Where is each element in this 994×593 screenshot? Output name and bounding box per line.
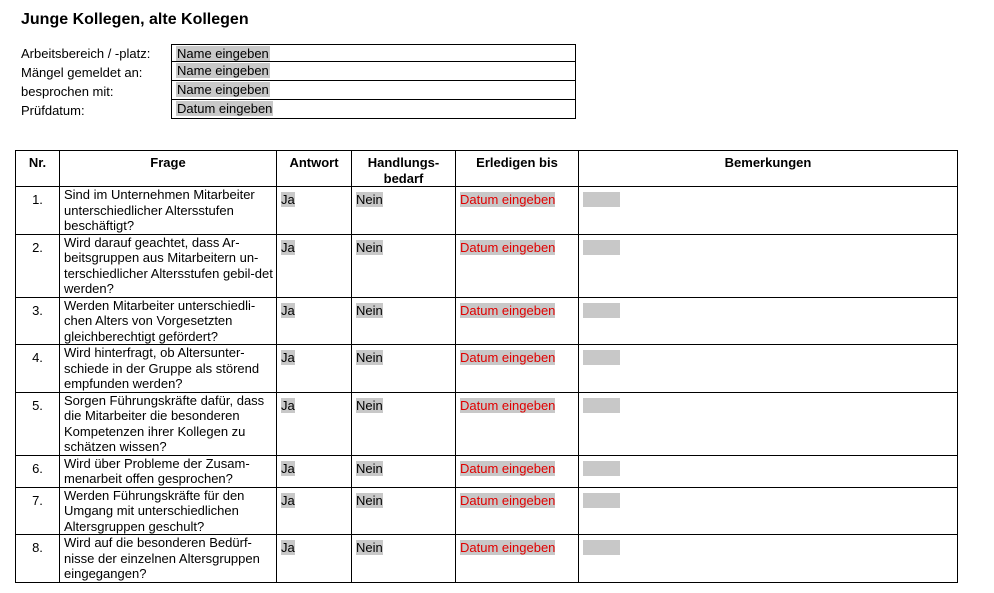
erledigen-date-field[interactable]: Datum eingeben xyxy=(460,540,556,555)
antwort-dropdown[interactable]: Ja xyxy=(281,192,295,207)
antwort-dropdown[interactable]: Ja xyxy=(281,540,295,555)
erledigen-cell[interactable] xyxy=(456,234,579,297)
handlungsbedarf-dropdown[interactable]: Nein xyxy=(356,302,383,318)
handlung-cell[interactable] xyxy=(352,297,456,345)
field-value[interactable]: Name eingeben xyxy=(177,46,269,61)
besprochen-mit-field[interactable] xyxy=(171,81,576,100)
header-antwort: Antwort xyxy=(277,151,352,187)
handlungsbedarf-dropdown[interactable]: Nein xyxy=(356,350,383,365)
handlungsbedarf-dropdown[interactable]: Nein xyxy=(356,239,383,255)
handlungsbedarf-dropdown[interactable]: Nein xyxy=(356,460,383,476)
maengel-gemeldet-field[interactable] xyxy=(171,62,576,81)
meta-label: besprochen mit: xyxy=(21,84,114,99)
erledigen-cell[interactable] xyxy=(456,297,579,345)
handlungsbedarf-dropdown[interactable]: Nein xyxy=(356,540,383,555)
table-row xyxy=(16,455,958,487)
erledigen-cell[interactable] xyxy=(456,487,579,535)
question-text: Werden Mitarbeiter unterschiedli-chen Alters von Vorgesetzten gleichberechtigt gefördert? xyxy=(60,297,277,345)
bemerkungen-field[interactable] xyxy=(583,398,620,413)
erledigen-date-field[interactable]: Datum eingeben xyxy=(460,492,556,508)
erledigen-date-field[interactable]: Datum eingeben xyxy=(460,302,556,318)
bemerkungen-field[interactable] xyxy=(583,240,620,255)
table-row xyxy=(16,345,958,393)
antwort-cell[interactable] xyxy=(277,535,352,583)
erledigen-date-field[interactable]: Datum eingeben xyxy=(460,397,556,413)
row-number: 4. xyxy=(16,345,60,393)
table-row xyxy=(16,487,958,535)
erledigen-cell[interactable] xyxy=(456,187,579,235)
question-text: Wird über Probleme der Zusam-menarbeit offen gesprochen? xyxy=(60,455,277,487)
antwort-cell[interactable] xyxy=(277,297,352,345)
erledigen-date-field[interactable]: Datum eingeben xyxy=(460,460,556,476)
meta-label: Arbeitsbereich / -platz: xyxy=(21,46,151,61)
erledigen-date-field[interactable]: Datum eingeben xyxy=(460,239,556,255)
row-number: 1. xyxy=(16,187,60,235)
erledigen-cell[interactable] xyxy=(456,392,579,455)
bemerkungen-cell[interactable] xyxy=(579,535,958,583)
handlung-cell[interactable] xyxy=(352,455,456,487)
bemerkungen-field[interactable] xyxy=(583,350,620,365)
table-row xyxy=(16,187,958,235)
question-text: Sorgen Führungskräfte dafür, dass die Mitarbeiter die besonderen Kompetenzen ihrer Kollegen zu schätzen wissen? xyxy=(60,392,277,455)
header-nr: Nr. xyxy=(16,151,60,187)
bemerkungen-field[interactable] xyxy=(583,493,620,508)
antwort-dropdown[interactable]: Ja xyxy=(281,302,295,318)
bemerkungen-cell[interactable] xyxy=(579,455,958,487)
header-handlungsbedarf-line1: Handlungs- xyxy=(367,155,440,170)
header-bemerkungen: Bemerkungen xyxy=(579,151,958,187)
erledigen-cell[interactable] xyxy=(456,455,579,487)
question-text: Sind im Unternehmen Mitarbeiter unterschiedlicher Altersstufen beschäftigt? xyxy=(60,187,277,235)
row-number: 2. xyxy=(16,234,60,297)
erledigen-date-field[interactable]: Datum eingeben xyxy=(460,350,556,365)
header-handlungsbedarf xyxy=(352,151,456,187)
antwort-dropdown[interactable]: Ja xyxy=(281,460,295,476)
antwort-cell[interactable] xyxy=(277,455,352,487)
antwort-cell[interactable] xyxy=(277,345,352,393)
bemerkungen-field[interactable] xyxy=(583,192,620,207)
table-header-row xyxy=(16,151,958,187)
table-row xyxy=(16,234,958,297)
handlung-cell[interactable] xyxy=(352,487,456,535)
handlungsbedarf-dropdown[interactable]: Nein xyxy=(356,192,383,207)
table-row xyxy=(16,392,958,455)
table-row xyxy=(16,535,958,583)
handlung-cell[interactable] xyxy=(352,392,456,455)
page-title: Junge Kollegen, alte Kollegen xyxy=(21,11,249,28)
bemerkungen-cell[interactable] xyxy=(579,187,958,235)
meta-label: Mängel gemeldet an: xyxy=(21,65,143,80)
question-text: Wird hinterfragt, ob Altersunter-schiede in der Gruppe als störend empfunden werden? xyxy=(60,345,277,393)
antwort-cell[interactable] xyxy=(277,234,352,297)
row-number: 7. xyxy=(16,487,60,535)
field-value[interactable]: Name eingeben xyxy=(177,63,269,78)
bemerkungen-field[interactable] xyxy=(583,540,620,555)
antwort-cell[interactable] xyxy=(277,487,352,535)
bemerkungen-field[interactable] xyxy=(583,303,620,318)
erledigen-cell[interactable] xyxy=(456,535,579,583)
handlung-cell[interactable] xyxy=(352,345,456,393)
meta-label: Prüfdatum: xyxy=(21,103,85,118)
field-value[interactable]: Datum eingeben xyxy=(177,101,273,116)
handlung-cell[interactable] xyxy=(352,234,456,297)
question-text: Wird auf die besonderen Bedürf-nisse der einzelnen Altersgruppen eingegangen? xyxy=(60,535,277,583)
header-erledigen: Erledigen bis xyxy=(456,151,579,187)
checklist-table xyxy=(15,150,958,583)
bemerkungen-cell[interactable] xyxy=(579,234,958,297)
handlungsbedarf-dropdown[interactable]: Nein xyxy=(356,492,383,508)
header-frage: Frage xyxy=(60,151,277,187)
row-number: 3. xyxy=(16,297,60,345)
row-number: 6. xyxy=(16,455,60,487)
question-text: Wird darauf geachtet, dass Ar-beitsgruppen aus Mitarbeitern un-terschiedlicher Altersstufen gebil-det werden? xyxy=(60,234,277,297)
antwort-cell[interactable] xyxy=(277,392,352,455)
antwort-cell[interactable] xyxy=(277,187,352,235)
bemerkungen-cell[interactable] xyxy=(579,345,958,393)
bemerkungen-cell[interactable] xyxy=(579,487,958,535)
row-number: 5. xyxy=(16,392,60,455)
header-handlungsbedarf-line2: bedarf xyxy=(383,170,424,186)
arbeitsbereich-field[interactable] xyxy=(171,44,576,62)
handlung-cell[interactable] xyxy=(352,187,456,235)
bemerkungen-cell[interactable] xyxy=(579,392,958,455)
pruefdatum-field[interactable] xyxy=(171,100,576,119)
antwort-dropdown[interactable]: Ja xyxy=(281,397,295,413)
bemerkungen-field[interactable] xyxy=(583,461,620,476)
row-number: 8. xyxy=(16,535,60,583)
bemerkungen-cell[interactable] xyxy=(579,297,958,345)
question-text: Werden Führungskräfte für den Umgang mit unterschiedlichen Altersgruppen geschult? xyxy=(60,487,277,535)
table-row xyxy=(16,297,958,345)
antwort-dropdown[interactable]: Ja xyxy=(281,492,295,508)
antwort-dropdown[interactable]: Ja xyxy=(281,239,295,255)
erledigen-cell[interactable] xyxy=(456,345,579,393)
field-value[interactable]: Name eingeben xyxy=(177,82,269,97)
handlung-cell[interactable] xyxy=(352,535,456,583)
handlungsbedarf-dropdown[interactable]: Nein xyxy=(356,397,383,413)
antwort-dropdown[interactable]: Ja xyxy=(281,350,295,365)
erledigen-date-field[interactable]: Datum eingeben xyxy=(460,192,556,207)
